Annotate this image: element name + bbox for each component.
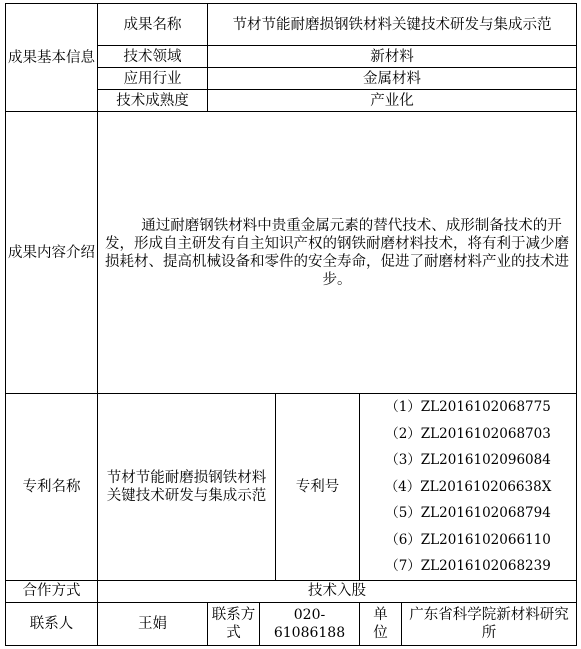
achievement-name-label: 成果名称 (98, 4, 208, 46)
patent-number-item: （7）ZL2016102068239 (385, 558, 551, 574)
unit-value: 广东省科学院新材料研究所 (402, 602, 577, 645)
row-cooperation (6, 580, 577, 602)
unit-label: 单位 (360, 602, 402, 645)
achievement-form (5, 3, 577, 646)
cooperation-label: 合作方式 (6, 580, 98, 602)
patent-name-value: 节材节能耐磨损钢铁材料关键技术研发与集成示范 (98, 394, 276, 581)
introduction-text: 通过耐磨钢铁材料中贵重金属元素的替代技术、成形制备技术的开发，形成自主研发有自主知识产权的钢铁耐磨材料技术，将有利于减少磨损耗材、提高机械设备和零件的安全寿命，促进了耐磨材料产业的技术进步。 (105, 217, 569, 288)
row-contact (6, 602, 577, 645)
patent-name-label: 专利名称 (6, 394, 98, 581)
cooperation-value: 技术入股 (98, 580, 577, 602)
contact-method-value: 020-61086188 (260, 602, 360, 645)
tech-field-label: 技术领域 (98, 46, 208, 68)
industry-label: 应用行业 (98, 68, 208, 90)
contact-person-label: 联系人 (6, 602, 98, 645)
row-patent (6, 394, 577, 581)
basic-info-section-label: 成果基本信息 (6, 4, 98, 112)
patent-number-label: 专利号 (276, 394, 360, 581)
patent-number-item: （3）ZL2016102096084 (385, 452, 551, 468)
patent-number-item: （4）ZL201610206638X (384, 478, 552, 495)
patent-number-item: （2）ZL2016102068703 (385, 425, 551, 442)
industry-value: 金属材料 (208, 68, 577, 90)
maturity-label: 技术成熟度 (98, 90, 208, 112)
maturity-value: 产业化 (208, 90, 577, 112)
row-achievement-name (6, 4, 577, 46)
patent-number-item: （1）ZL2016102068775 (385, 399, 551, 415)
contact-person-value: 王娟 (98, 602, 208, 645)
achievement-name-value: 节材节能耐磨损钢铁材料关键技术研发与集成示范 (208, 4, 577, 46)
patent-number-item: （5）ZL2016102068794 (385, 505, 551, 521)
patent-number-list (360, 394, 577, 581)
row-introduction (6, 112, 577, 394)
patent-number-item: （6）ZL2016102066110 (385, 531, 551, 548)
introduction-label: 成果内容介绍 (6, 112, 98, 394)
tech-field-value: 新材料 (208, 46, 577, 68)
contact-method-label: 联系方式 (208, 602, 260, 645)
introduction-cell (98, 112, 577, 394)
